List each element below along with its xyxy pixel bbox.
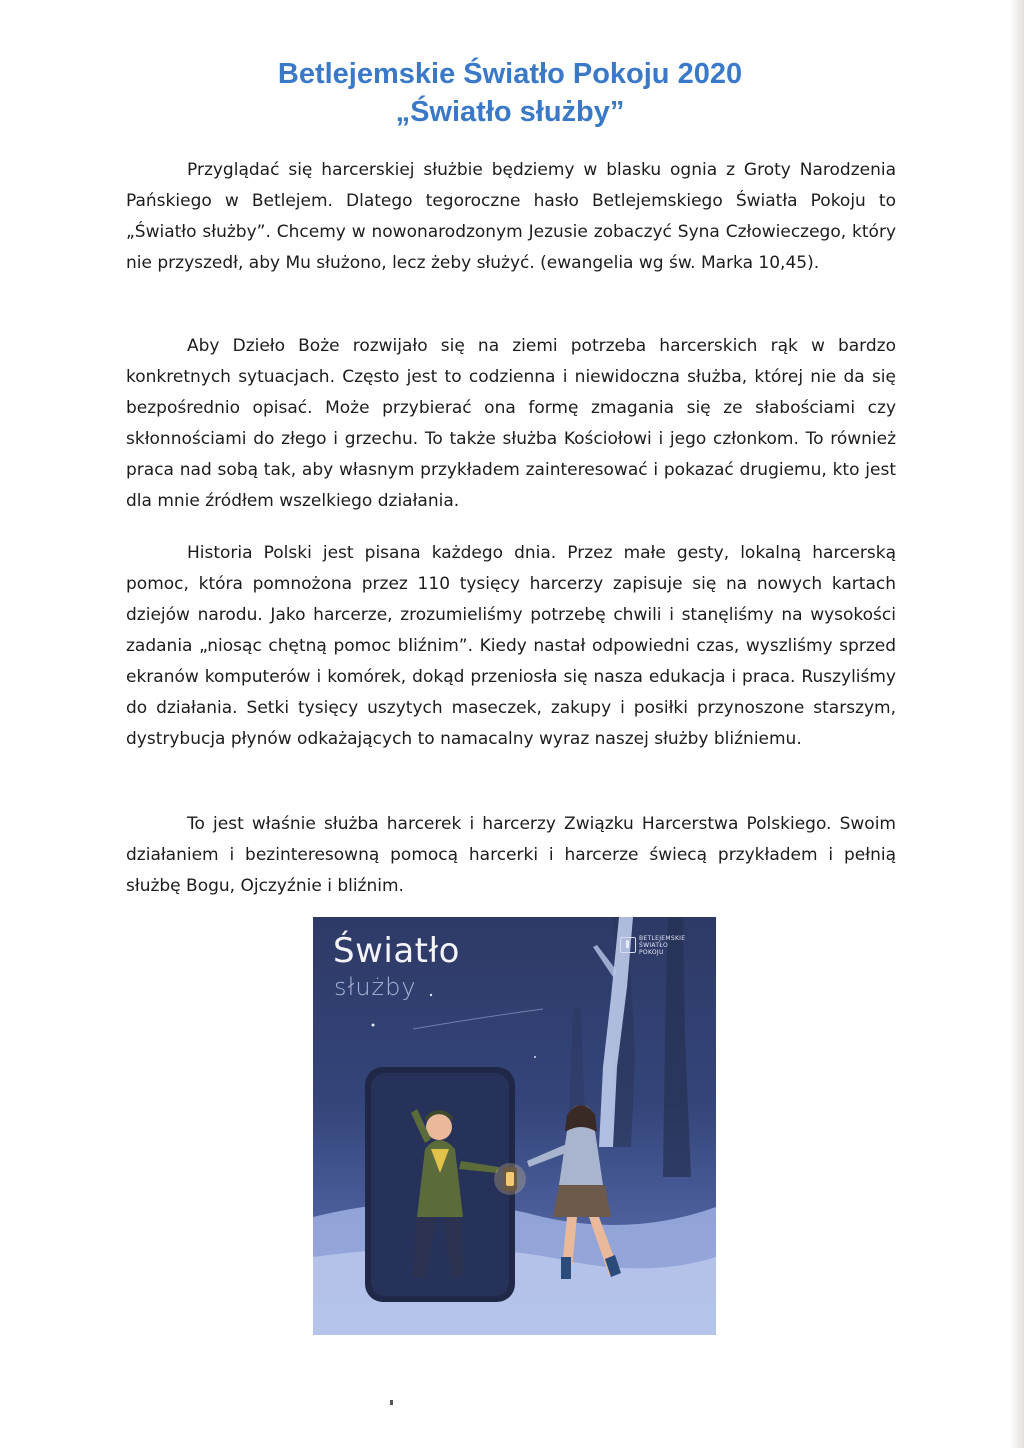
paragraph-1: Przyglądać się harcerskiej służbie będziemy w blasku ognia z Groty Narodzenia Pańskiego w Betlejem. Dlatego tegoroczne hasło Betlejemskiego Światła Pokoju to „Światło służby”. Chcemy w nowonarodzonym Jezusie zobaczyć Syna Człowieczego, który nie przyszedł, aby Mu służono, lecz żeby służyć. (ewangelia wg św. Marka 10,45). <box>126 160 896 273</box>
scan-speck <box>390 1400 393 1405</box>
poster-title: Światło <box>333 931 460 971</box>
poster-illustration <box>313 917 716 1335</box>
scan-edge-shadow <box>1010 0 1024 1448</box>
logo-text: BETLEJEMSKIE ŚWIATŁO POKOJU <box>639 935 686 956</box>
flame-icon <box>620 937 636 953</box>
paragraph-2: Aby Dzieło Boże rozwijało się na ziemi potrzeba harcerskich rąk w bardzo konkretnych sytuacjach. Często jest to codzienna i niewidoczna służba, której nie da się bezpośrednio opisać. Może przybierać ona formę zmagania się ze słabościami czy skłonnościami do złego i grzechu. To także służba Kościołowi i jego członkom. To również praca nad sobą tak, aby własnym przykładem zainteresować i pokazać drugiemu, kto jest dla mnie źródłem wszelkiego działania. <box>126 336 896 511</box>
document-title: Betlejemskie Światło Pokoju 2020 <box>277 58 743 90</box>
paragraph-4: To jest właśnie służba harcerek i harcerzy Związku Harcerstwa Polskiego. Swoim działaniem i bezinteresowną pomocą harcerki i harcerze świecą przykładem i pełnią służbę Bogu, Ojczyźnie i bliźnim. <box>126 814 896 896</box>
poster-subtitle: służby <box>334 973 417 1001</box>
paragraph-3: Historia Polski jest pisana każdego dnia. Przez małe gesty, lokalną harcerską pomoc, która pomnożona przez 110 tysięcy harcerzy zapisuje się na nowych kartach dziejów narodu. Jako harcerze, zrozumieliśmy potrzebę chwili i stanęliśmy na wysokości zadania „niosąc chętną pomoc bliźnim”. Kiedy nastał odpowiedni czas, wyszliśmy sprzed ekranów komputerów i komórek, dokąd przeniosła się nasza edukacja i praca. Ruszyliśmy do działania. Setki tysięcy uszytych maseczek, zakupy i posiłki przynoszone starszym, dystrybucja płynów odkażających to namacalny wyraz naszej służby bliźniemu. <box>126 543 896 749</box>
document-subtitle: „Światło służby” <box>395 96 625 128</box>
betlejemskie-swiatlo-logo <box>620 933 704 961</box>
